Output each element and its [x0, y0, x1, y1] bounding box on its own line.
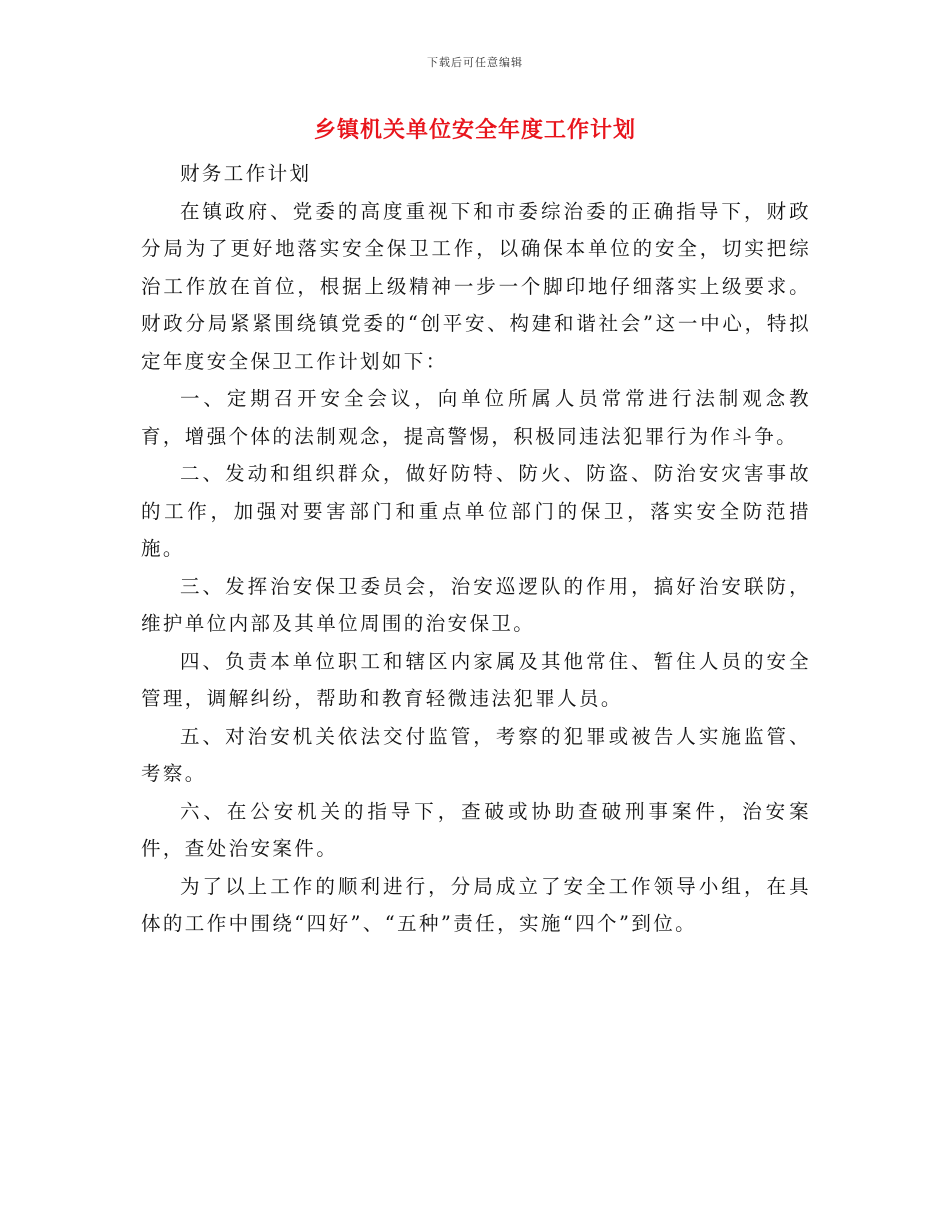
paragraph-subtitle: 财务工作计划	[180, 162, 312, 185]
document-body	[141, 155, 811, 943]
paragraph-conclusion: 为了以上工作的顺利进行，分局成立了安全工作领导小组，在具体的工作中围绕“四好”、“五种”责任，实施“四个”到位。	[141, 874, 811, 935]
paragraph-intro: 在镇政府、党委的高度重视下和市委综治委的正确指导下，财政分局为了更好地落实安全保卫工作，以确保本单位的安全，切实把综治工作放在首位，根据上级精神一步一个脚印地仔细落实上级要求。财政分局紧紧围绕镇党委的“创平安、构建和谐社会”这一中心，特拟定年度安全保卫工作计划如下：	[141, 199, 811, 373]
paragraph-item-1: 一、定期召开安全会议，向单位所属人员常常进行法制观念教育，增强个体的法制观念，提高警惕，积极同违法犯罪行为作斗争。	[141, 387, 811, 448]
paragraph-item-3: 三、发挥治安保卫委员会，治安巡逻队的作用，搞好治安联防，维护单位内部及其单位周围的治安保卫。	[141, 574, 811, 635]
paragraph-item-5: 五、对治安机关依法交付监管，考察的犯罪或被告人实施监管、考察。	[141, 724, 811, 785]
header-note: 下载后可任意编辑	[427, 56, 523, 69]
paragraph-item-6: 六、在公安机关的指导下，查破或协助查破刑事案件，治安案件，查处治安案件。	[141, 799, 811, 860]
paragraph-item-2: 二、发动和组织群众，做好防特、防火、防盗、防治安灾害事故的工作，加强对要害部门和重点单位部门的保卫，落实安全防范措施。	[141, 462, 811, 560]
document-title: 乡镇机关单位安全年度工作计划	[313, 118, 636, 143]
paragraph-item-4: 四、负责本单位职工和辖区内家属及其他常住、暂住人员的安全管理，调解纠纷，帮助和教育轻微违法犯罪人员。	[141, 649, 811, 710]
